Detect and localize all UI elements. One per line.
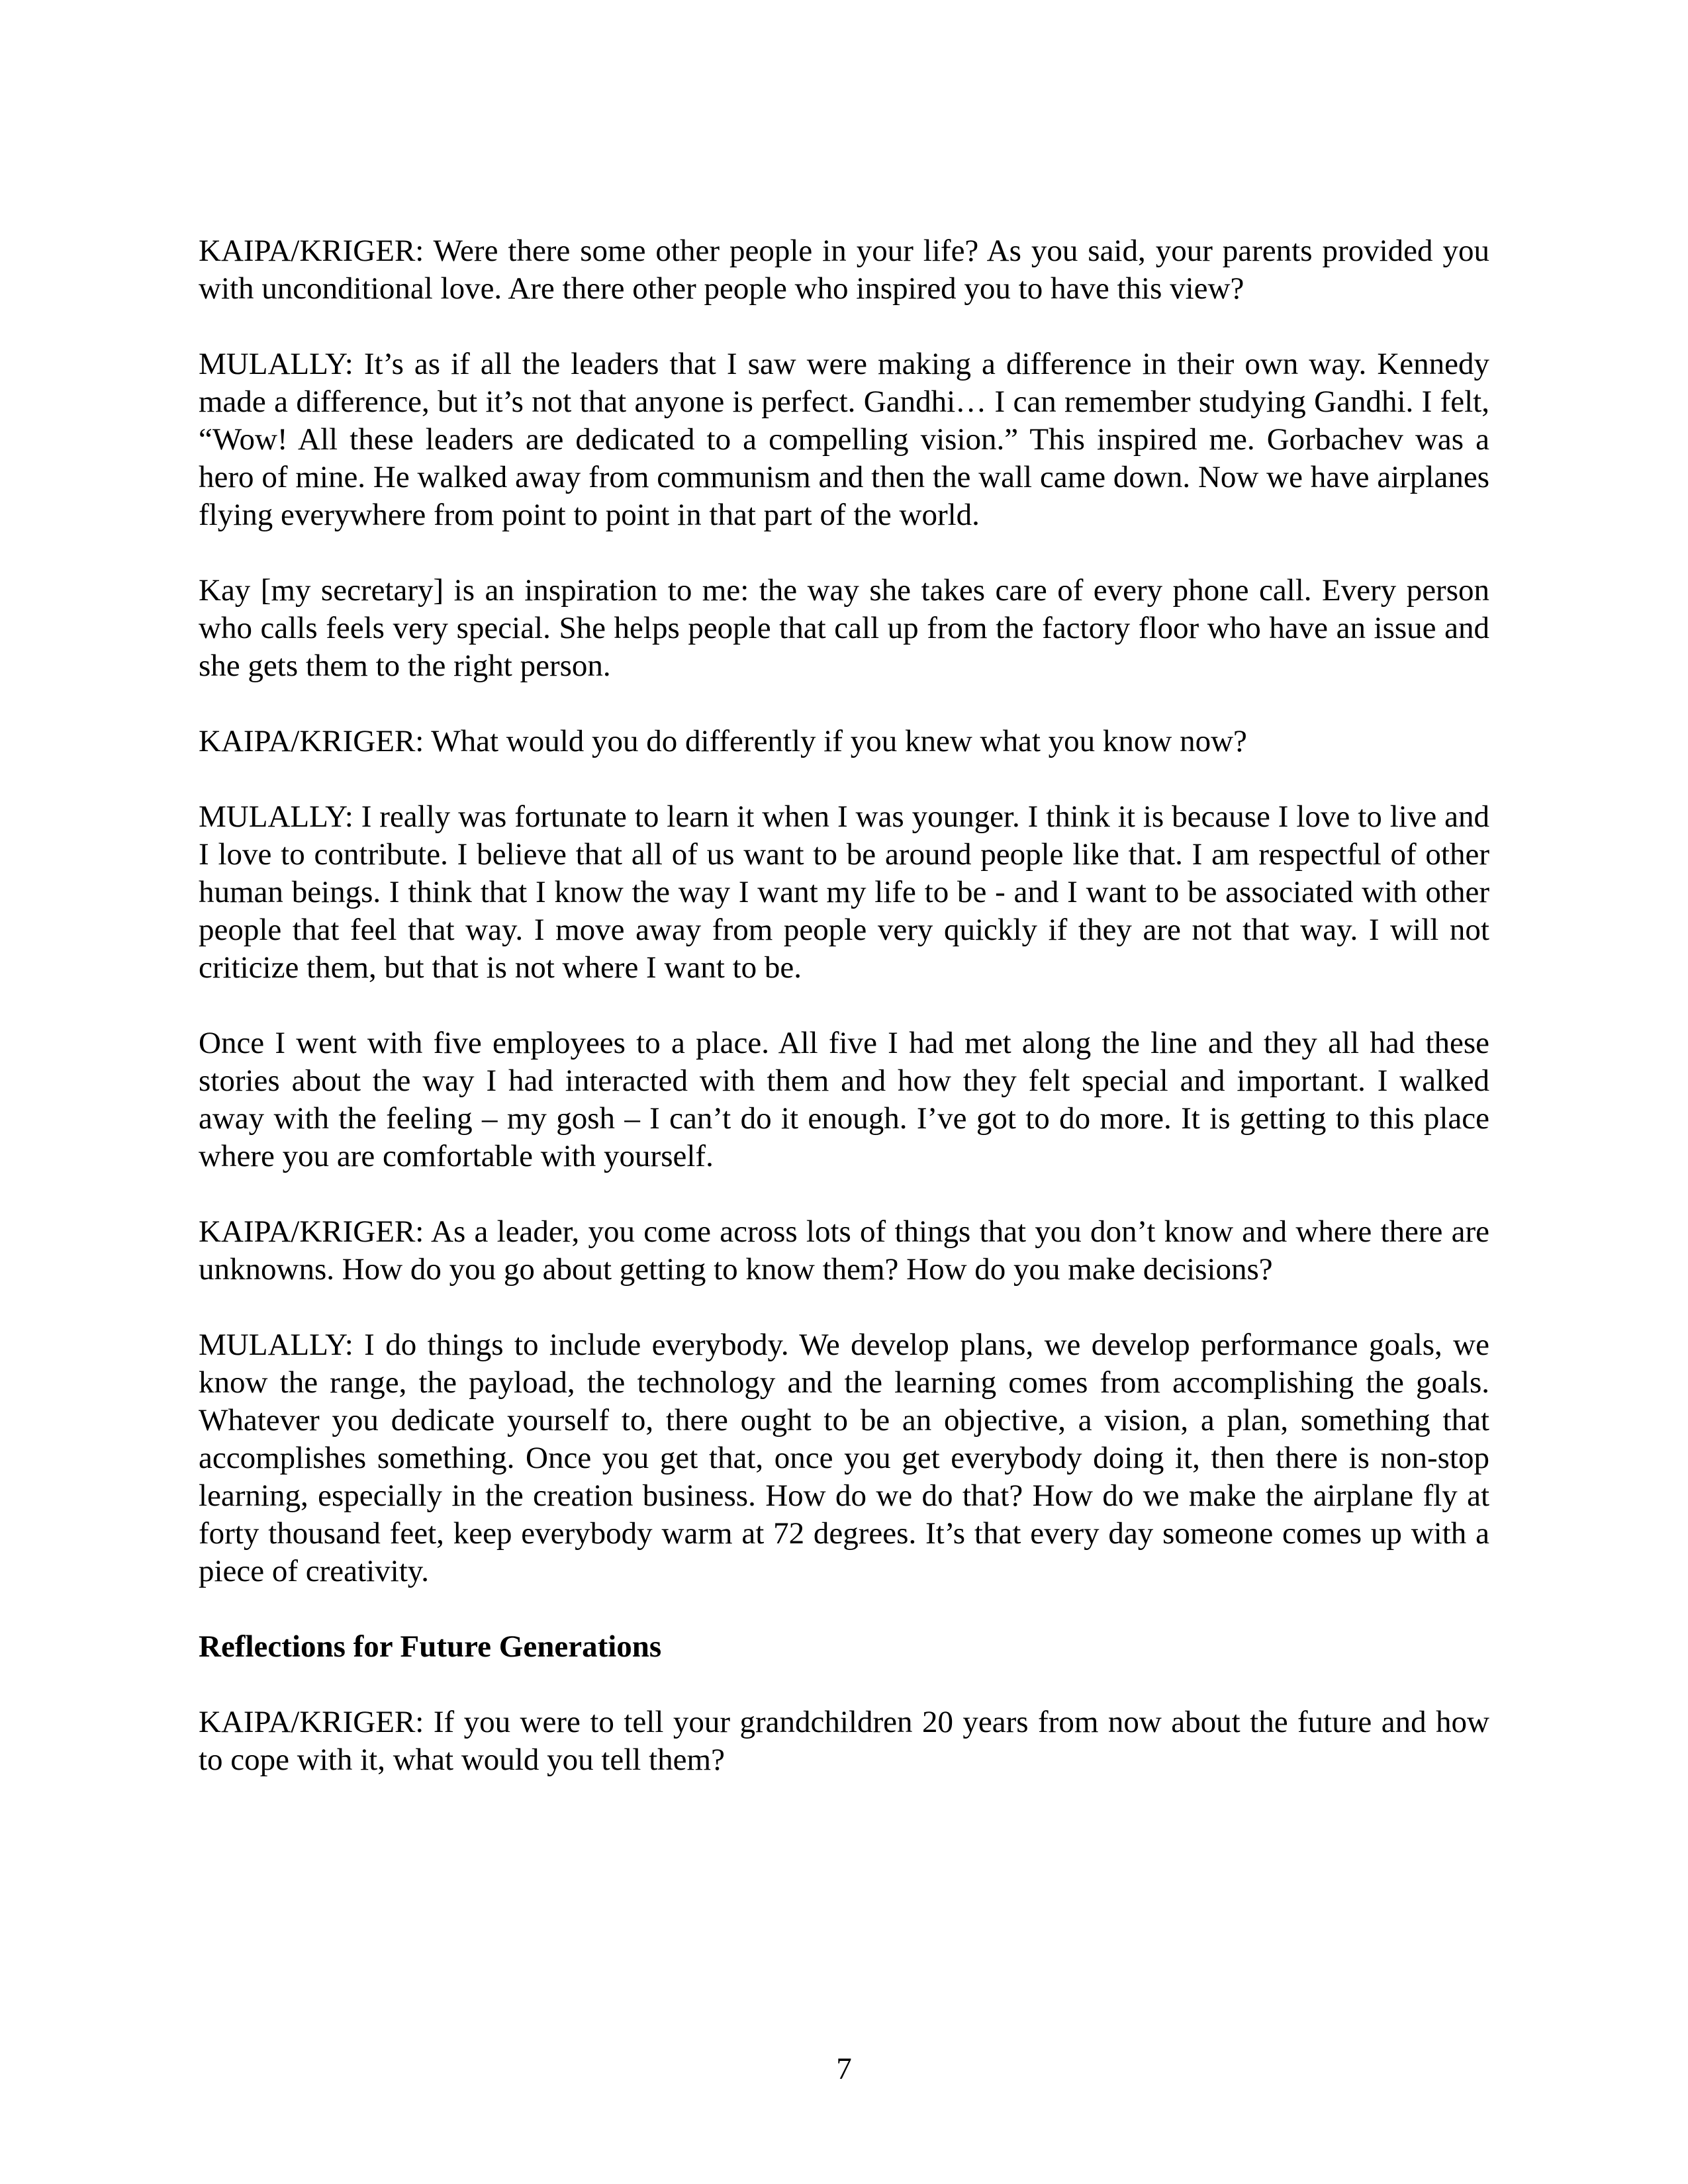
paragraph-mulally-answer-5: MULALLY: I do things to include everybody. We develop plans, we develop performance goals, we know the range, the payload, the technology and the learning comes from accomplishing the goals. Whatever you dedicate yourself to, there ought to be an objective, a vision, a plan, something that accomplishes something. Once you get that, once you get everybody doing it, then there is non-stop learning, especially in the creation business. How do we do that? How do we make the airplane fly at forty thousand feet, keep everybody warm at 72 degrees. It’s that every day someone comes up with a piece of creativity. — [199, 1328, 1489, 1588]
paragraph-mulally-answer-4: Once I went with five employees to a place. All five I had met along the line and they all had these stories about the way I had interacted with them and how they felt special and important. I walked away with the feeling – my gosh – I can’t do it enough. I’ve got to do more. It is getting to this place where you are comfortable with yourself. — [199, 1026, 1489, 1173]
page-number: 7 — [836, 2052, 852, 2086]
document-body — [199, 232, 1489, 1817]
paragraph-kaipa-kriger-question-2: KAIPA/KRIGER: What would you do differently if you knew what you know now? — [199, 724, 1247, 758]
paragraph-kaipa-kriger-question-4: KAIPA/KRIGER: If you were to tell your grandchildren 20 years from now about the future and how to cope with it, what would you tell them? — [199, 1705, 1489, 1777]
paragraph-mulally-answer-1: MULALLY: It’s as if all the leaders that I saw were making a difference in their own way. Kennedy made a difference, but it’s not that anyone is perfect. Gandhi… I can remember studying Gandhi. I felt, “Wow! All these leaders are dedicated to a compelling vision.” This inspired me. Gorbachev was a hero of mine. He walked away from communism and then the wall came down. Now we have airplanes flying everywhere from point to point in that part of the world. — [199, 347, 1489, 532]
paragraph-kaipa-kriger-question-1: KAIPA/KRIGER: Were there some other people in your life? As you said, your parents provided you with unconditional love. Are there other people who inspired you to have this view? — [199, 234, 1489, 306]
section-heading: Reflections for Future Generations — [199, 1629, 662, 1664]
paragraph-mulally-answer-3: MULALLY: I really was fortunate to learn it when I was younger. I think it is because I love to live and I love to contribute. I believe that all of us want to be around people like that. I am respectful of other human beings. I think that I know the way I want my life to be - and I want to be associated with other people that feel that way. I move away from people very quickly if they are not that way. I will not criticize them, but that is not where I want to be. — [199, 799, 1489, 985]
paragraph-mulally-answer-2: Kay [my secretary] is an inspiration to me: the way she takes care of every phone call. Every person who calls feels very special. She helps people that call up from the factory floor who have an issue and she gets them to the right person. — [199, 573, 1489, 683]
paragraph-kaipa-kriger-question-3: KAIPA/KRIGER: As a leader, you come across lots of things that you don’t know and where there are unknowns. How do you go about getting to know them? How do you make decisions? — [199, 1214, 1489, 1287]
